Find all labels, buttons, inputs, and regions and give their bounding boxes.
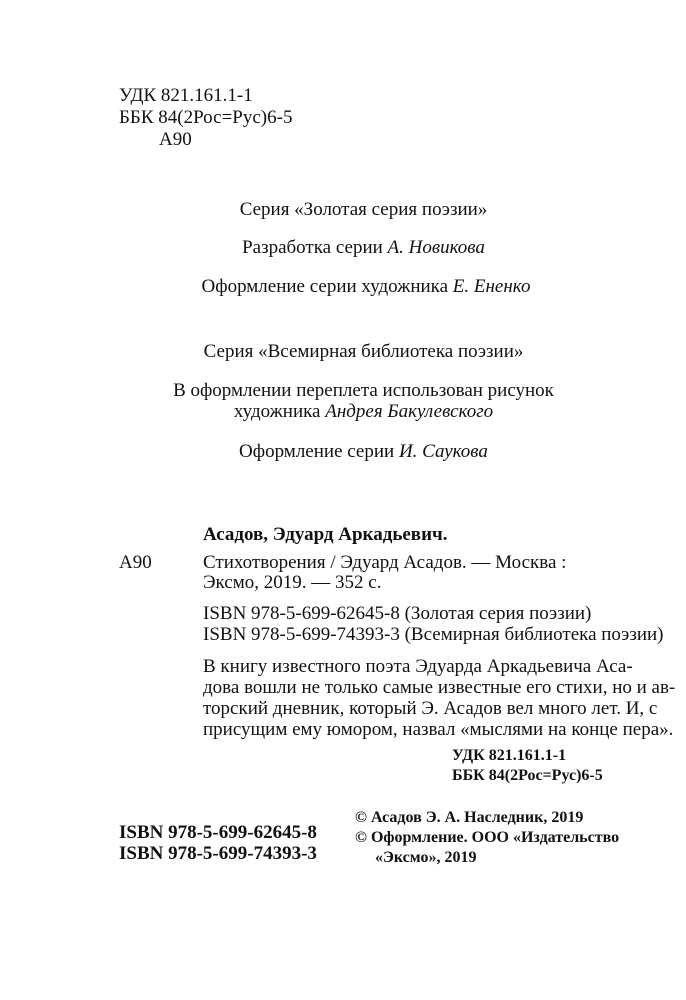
binding-artist-name: Андрея Бакулевского <box>325 401 494 422</box>
author-mark-top: А90 <box>159 129 192 150</box>
series-development-name: А. Новикова <box>387 237 485 258</box>
bottom-isbn-2: ISBN 978-5-699-74393-3 <box>119 843 317 864</box>
annotation-line-2: дова вошли не только самые известные его стихи, но и ав- <box>203 677 676 698</box>
record-bbk: ББК 84(2Рос=Рус)6-5 <box>452 767 603 784</box>
series-design-2 <box>0 441 686 463</box>
series-development <box>0 237 686 259</box>
series-design-1 <box>0 276 686 298</box>
series-world-library: Серия «Всемирная библиотека поэзии» <box>203 341 524 362</box>
bbk-top: ББК 84(2Рос=Рус)6-5 <box>119 107 293 128</box>
series-design-2-name: И. Саукова <box>398 441 488 462</box>
record-mark: А90 <box>119 552 152 573</box>
series-design-2-prefix: Оформление серии <box>239 441 399 462</box>
annotation-line-4: присущим ему юмором, назвал «мыслями на конце пера». <box>203 719 674 740</box>
series-development-prefix: Разработка серии <box>242 237 388 258</box>
record-isbn-1: ISBN 978-5-699-62645-8 (Золотая серия поэзии) <box>203 603 592 624</box>
title-line-1: Стихотворения / Эдуард Асадов. — Москва : <box>203 552 567 573</box>
bottom-isbn-1: ISBN 978-5-699-62645-8 <box>119 822 317 843</box>
series-golden: Серия «Золотая серия поэзии» <box>239 199 488 220</box>
binding-line-2-prefix: художника <box>233 401 326 422</box>
title-line-2: Эксмо, 2019. — 352 с. <box>203 572 382 593</box>
annotation-line-3: торский дневник, который Э. Асадов вел много лет. И, с <box>203 698 658 719</box>
series-design-1-name: Е. Ененко <box>452 276 531 297</box>
copyright-2: © Оформление. ООО «Издательство <box>355 829 620 846</box>
udk-top: УДК 821.161.1-1 <box>119 85 253 106</box>
record-udk: УДК 821.161.1-1 <box>452 747 567 764</box>
binding-line-2 <box>0 401 686 423</box>
series-design-1-prefix: Оформление серии художника <box>201 276 453 297</box>
annotation-line-1: В книгу известного поэта Эдуарда Аркадьевича Аса- <box>203 656 633 677</box>
author-heading: Асадов, Эдуард Аркадьевич. <box>203 524 448 545</box>
record-isbn-2: ISBN 978-5-699-74393-3 (Всемирная библиотека поэзии) <box>203 624 664 645</box>
copyright-1: © Асадов Э. А. Наследник, 2019 <box>355 809 584 826</box>
copyright-3: «Эксмо», 2019 <box>375 849 477 866</box>
binding-line-1: В оформлении переплета использован рисунок <box>173 380 554 401</box>
